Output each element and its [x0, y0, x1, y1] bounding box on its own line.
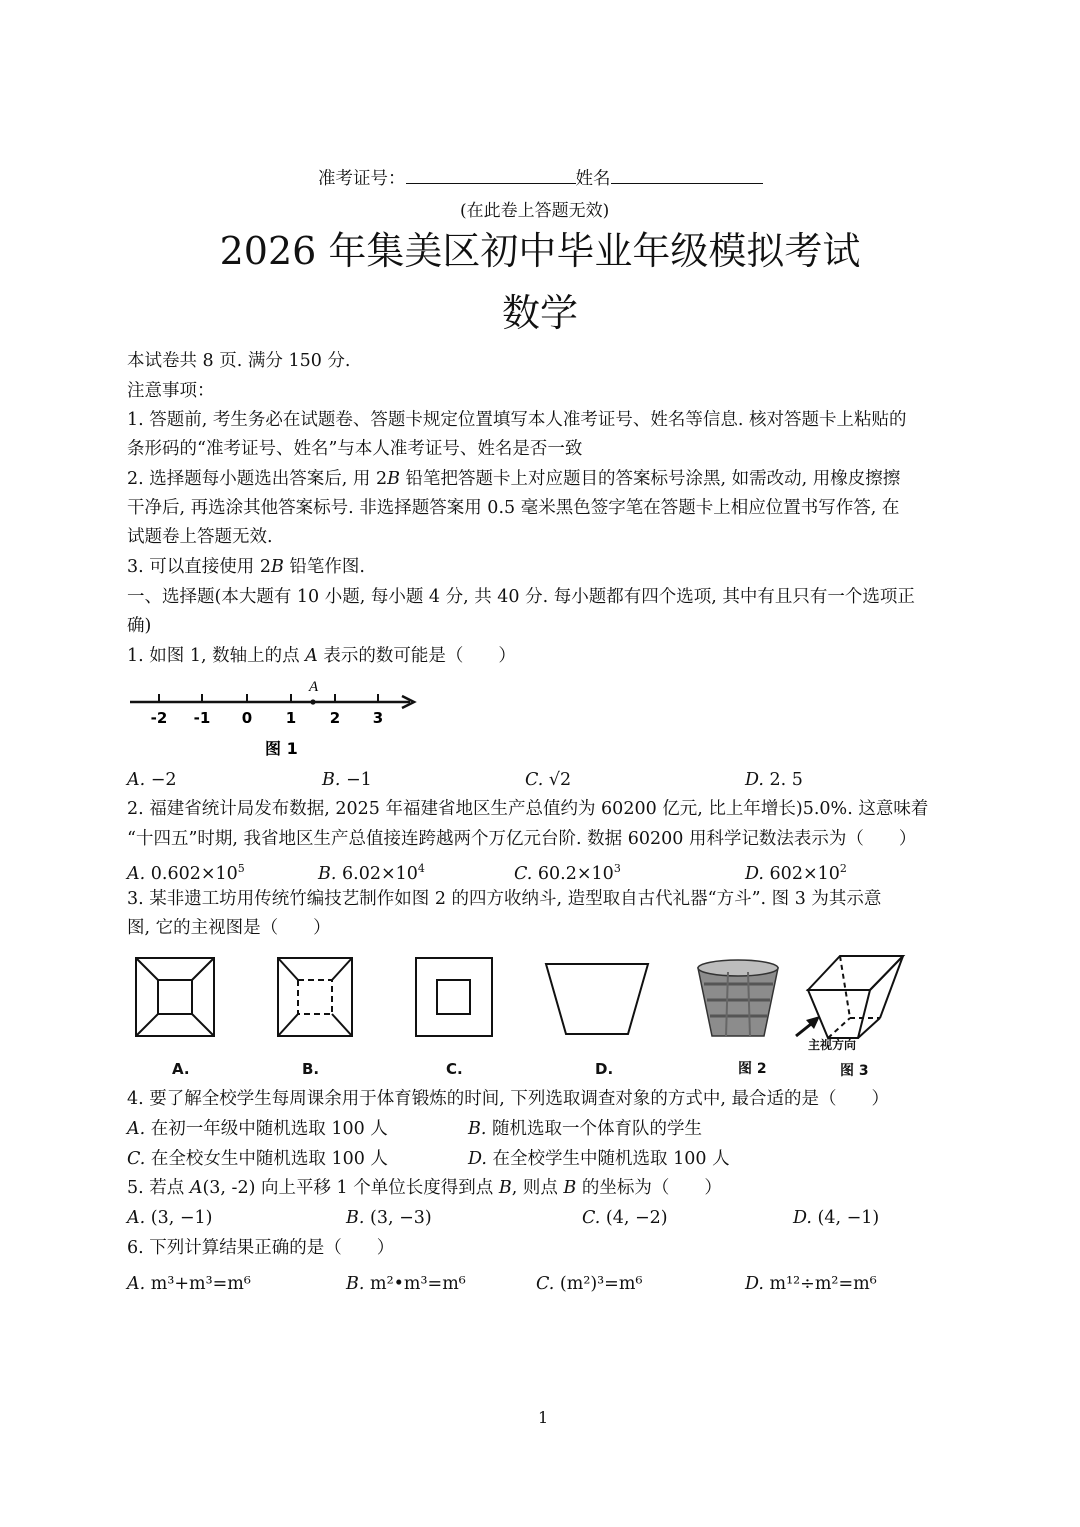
page-count: 本试卷共 8 页. 满分 150 分.	[127, 351, 351, 371]
notice-1a: 1. 答题前, 考生务必在试题卷、答题卡规定位置填写本人准考证号、姓名等信息. 核对答题卡上粘贴的	[127, 410, 907, 430]
exam-number-blank	[406, 165, 576, 184]
option-a-label: A.	[172, 1060, 190, 1078]
exam-info-line	[318, 165, 763, 190]
axis-tick-label: 3	[372, 709, 384, 727]
point-a-label: A	[309, 679, 319, 695]
notice-2a: 2. 选择题每小题选出答案后, 用 2B 铅笔把答题卡上对应题目的答案标号涂黑, 如需改动, 用橡皮擦擦	[127, 469, 901, 489]
q3-line-b: 图, 它的主视图是（ ）	[127, 918, 331, 938]
q6-option-c: C. (m²)³=m⁶	[536, 1274, 643, 1294]
q3-line-a: 3. 某非遗工坊用传统竹编技艺制作如图 2 的四方收纳斗, 造型取自古代礼器“方斗”. 图 3 为其示意	[127, 889, 882, 909]
q1-option-d: D. 2. 5	[745, 770, 803, 790]
q5-option-a: A. (3, −1)	[127, 1208, 213, 1228]
exam-title: 2026 年集美区初中毕业年级模拟考试	[219, 229, 861, 273]
q2-line-b: “十四五”时期, 我省地区生产总值接连跨越两个万亿元台阶. 数据 60200 用科学记数法表示为（ ）	[127, 829, 917, 849]
q1-stem: 1. 如图 1, 数轴上的点 A 表示的数可能是（ ）	[127, 646, 516, 666]
view-direction-arrow	[796, 1016, 820, 1036]
q2-option-d: D. $602\times 10^2$	[745, 862, 847, 884]
section1-title-b: 确)	[127, 616, 152, 636]
q4-option-b: B. 随机选取一个体育队的学生	[468, 1119, 702, 1139]
q5-option-d: D. (4, −1)	[793, 1208, 880, 1228]
option-c-label: C.	[446, 1060, 463, 1078]
fig3-sketch	[808, 956, 903, 1038]
q6-option-a: A. m³+m³=m⁶	[127, 1274, 251, 1294]
invalid-note: (在此卷上答题无效)	[460, 201, 610, 221]
q2-option-b: B. $6.02\times 10^4$	[318, 862, 425, 884]
q1-option-c: C. √2	[525, 770, 572, 790]
q6-stem: 6. 下列计算结果正确的是（ ）	[127, 1238, 395, 1258]
q3-figures	[128, 950, 918, 1080]
notice-1b: 条形码的“准考证号、姓名”与本人准考证号、姓名是否一致	[127, 439, 583, 459]
notice-title: 注意事项：	[127, 381, 215, 401]
q2-option-c: C. $60.2\times 10^3$	[514, 862, 621, 884]
number-line-figure	[125, 674, 425, 764]
q1-option-a: A. −2	[127, 770, 177, 790]
q1-option-b: B. −1	[322, 770, 372, 790]
exam-number-label: 准考证号：	[318, 169, 406, 189]
q2-line-a: 2. 福建省统计局发布数据, 2025 年福建省地区生产总值约为 60200 亿元, 比上年增长)5.0%. 这意味着	[127, 799, 929, 819]
q5-option-c: C. (4, −2)	[582, 1208, 668, 1228]
fig3-label: 图 3	[840, 1063, 869, 1079]
option-b-view	[278, 958, 352, 1036]
option-d-label: D.	[595, 1060, 614, 1078]
option-a-view	[136, 958, 214, 1036]
q2-option-a: A. $0.602\times 10^5$	[127, 862, 245, 884]
subject-title: 数学	[501, 291, 578, 335]
fig2-label: 图 2	[738, 1061, 767, 1077]
point-a-dot	[310, 699, 315, 704]
axis-tick-label: 2	[329, 709, 341, 727]
q4-option-d: D. 在全校学生中随机选取 100 人	[468, 1149, 730, 1169]
name-label: 姓名	[575, 169, 611, 189]
q6-option-b: B. m²•m³=m⁶	[346, 1274, 466, 1294]
notice-3: 3. 可以直接使用 2B 铅笔作图.	[127, 557, 365, 577]
view-direction-label: 主视方向	[808, 1038, 857, 1052]
axis-tick-label: -2	[150, 709, 168, 727]
option-c-view	[416, 958, 492, 1036]
name-blank	[611, 165, 763, 184]
q5-option-b: B. (3, −3)	[346, 1208, 432, 1228]
page-number: 1	[538, 1408, 549, 1427]
q4-option-c: C. 在全校女生中随机选取 100 人	[127, 1149, 388, 1169]
q6-option-d: D. m¹²÷m²=m⁶	[745, 1274, 877, 1294]
axis-tick-label: 1	[285, 709, 297, 727]
option-d-view	[546, 964, 648, 1034]
q5-stem: 5. 若点 A(3, -2) 向上平移 1 个单位长度得到点 B, 则点 B 的坐标为（ ）	[127, 1178, 722, 1198]
q4-stem: 4. 要了解全校学生每周课余用于体育锻炼的时间, 下列选取调查对象的方式中, 最合适的是（ ）	[127, 1089, 890, 1109]
axis-tick-label: 0	[241, 709, 253, 727]
bamboo-basket-photo	[698, 960, 778, 1036]
notice-2b: 干净后, 再选涂其他答案标号. 非选择题答案用 0.5 毫米黑色签字笔在答题卡上相应位置书写作答, 在	[127, 498, 900, 518]
option-b-label: B.	[302, 1060, 320, 1078]
notice-2c: 试题卷上答题无效.	[127, 527, 273, 547]
fig1-label: 图 1	[265, 739, 298, 758]
axis-tick-label: -1	[193, 709, 211, 727]
q4-option-a: A. 在初一年级中随机选取 100 人	[127, 1119, 388, 1139]
section1-title-a: 一、选择题(本大题有 10 小题, 每小题 4 分, 共 40 分. 每小题都有四个选项, 其中有且只有一个选项正	[127, 587, 915, 607]
